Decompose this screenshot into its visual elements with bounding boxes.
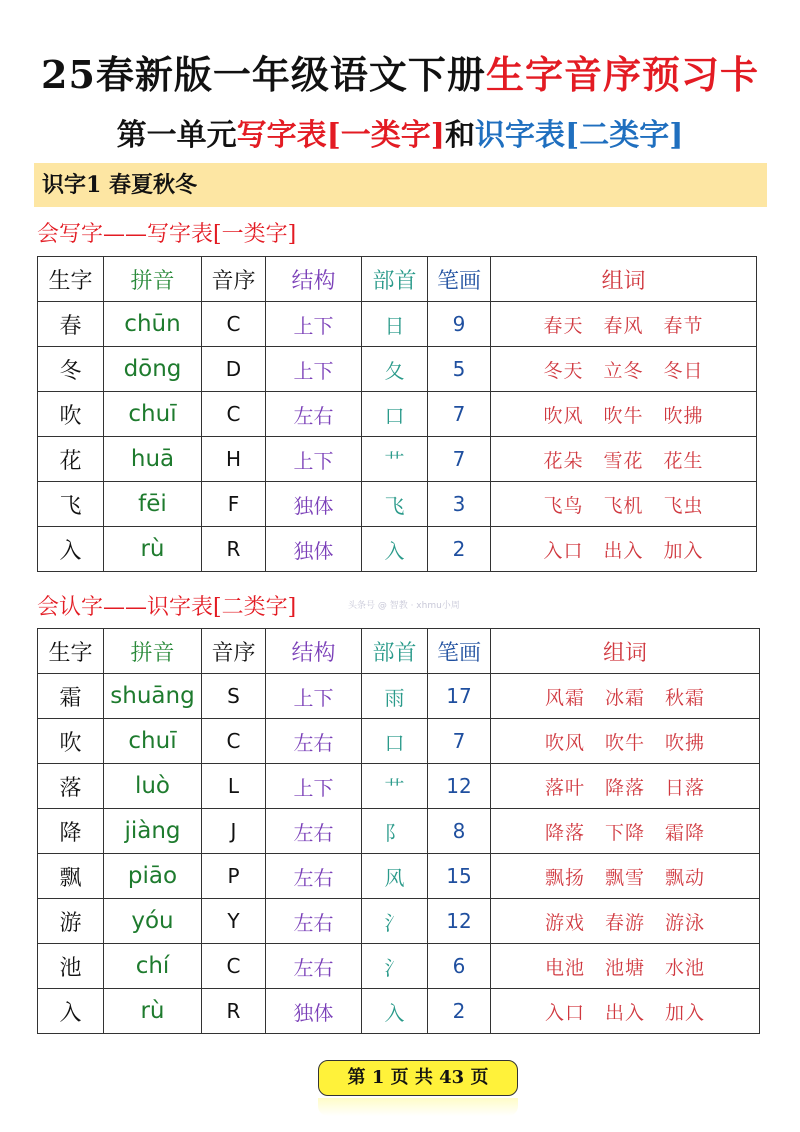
strokes-cell: 2 [428,527,491,572]
words-cell [491,764,760,809]
strokes-cell: 12 [428,899,491,944]
radical-cell: 口 [362,392,428,437]
order-cell: P [202,854,266,899]
word-item: 水池 [665,956,706,979]
order-cell: C [202,392,266,437]
word-item: 电池 [544,956,585,979]
order-cell: C [202,719,266,764]
words-cell [491,674,760,719]
radical-cell: 入 [362,527,428,572]
table-row [38,347,757,392]
order-cell: R [202,527,266,572]
word-item: 落叶 [544,776,585,799]
strokes-cell: 7 [428,437,491,482]
table-row [38,437,757,482]
strokes-cell: 8 [428,809,491,854]
char-cell: 池 [38,944,104,989]
word-item: 降落 [544,821,585,844]
char-cell: 入 [38,527,104,572]
word-item: 春风 [603,314,644,337]
structure-cell: 上下 [266,437,362,482]
subtitle-write-table: 写字表[一类字] [236,118,445,153]
structure-cell: 独体 [266,482,362,527]
column-header-char: 生字 [38,257,104,302]
column-header-strokes: 笔画 [428,257,491,302]
word-item: 春游 [604,911,645,934]
page-subtitle [0,110,800,154]
word-item: 飘动 [665,866,706,889]
words-cell [491,482,757,527]
column-header-structure: 结构 [266,257,362,302]
words-cell [491,302,757,347]
radical-cell: 艹 [362,764,428,809]
word-item: 立冬 [603,359,644,382]
word-item: 花生 [663,449,704,472]
words-cell [491,989,760,1034]
page-indicator: 第 1 页 共 43 页 [318,1060,518,1096]
word-item: 飞虫 [663,494,704,517]
char-cell: 春 [38,302,104,347]
word-item: 吹牛 [604,731,645,754]
recognize-characters-table [37,628,760,1034]
radical-cell: 雨 [362,674,428,719]
strokes-cell: 5 [428,347,491,392]
table-row [38,527,757,572]
table-row [38,854,760,899]
word-item: 飘扬 [544,866,585,889]
order-cell: F [202,482,266,527]
write-section-label: 会写字——写字表[一类字] [37,222,297,247]
column-header-words: 组词 [491,257,757,302]
word-item: 加入 [663,539,704,562]
radical-cell: 氵 [362,944,428,989]
column-header-char: 生字 [38,629,104,674]
structure-cell: 左右 [266,899,362,944]
words-cell [491,944,760,989]
table-row [38,302,757,347]
pinyin-cell: chuī [104,392,202,437]
table-row [38,809,760,854]
structure-cell: 上下 [266,674,362,719]
pinyin-cell: dōng [104,347,202,392]
words-cell [491,719,760,764]
word-item: 霜降 [665,821,706,844]
structure-cell: 上下 [266,302,362,347]
structure-cell: 左右 [266,809,362,854]
pinyin-cell: yóu [104,899,202,944]
column-header-radical: 部首 [362,629,428,674]
pinyin-cell: chuī [104,719,202,764]
word-item: 冬日 [663,359,704,382]
char-cell: 霜 [38,674,104,719]
radical-cell: 氵 [362,899,428,944]
strokes-cell: 7 [428,392,491,437]
recognize-section-label: 会认字——识字表[二类字] [37,595,297,620]
word-item: 游泳 [665,911,706,934]
pinyin-cell: piāo [104,854,202,899]
word-item: 雪花 [603,449,644,472]
radical-cell: 阝 [362,809,428,854]
word-item: 加入 [665,1001,706,1024]
order-cell: R [202,989,266,1034]
structure-cell: 上下 [266,764,362,809]
order-cell: L [202,764,266,809]
words-cell [491,347,757,392]
word-item: 吹风 [544,731,585,754]
table-header-row [38,257,757,302]
word-item: 游戏 [544,911,585,934]
words-cell [491,899,760,944]
column-header-words: 组词 [491,629,760,674]
column-header-order: 音序 [202,257,266,302]
table-header-row [38,629,760,674]
pinyin-cell: fēi [104,482,202,527]
radical-cell: 日 [362,302,428,347]
char-cell: 游 [38,899,104,944]
word-item: 风霜 [544,686,585,709]
structure-cell: 左右 [266,944,362,989]
word-item: 春天 [543,314,584,337]
word-item: 冰霜 [604,686,645,709]
char-cell: 飞 [38,482,104,527]
word-item: 花朵 [543,449,584,472]
word-item: 日落 [665,776,706,799]
char-cell: 花 [38,437,104,482]
order-cell: Y [202,899,266,944]
title-highlight: 生字音序预习卡 [485,52,759,97]
words-cell [491,392,757,437]
char-cell: 降 [38,809,104,854]
strokes-cell: 3 [428,482,491,527]
strokes-cell: 6 [428,944,491,989]
radical-cell: 飞 [362,482,428,527]
word-item: 入口 [544,1001,585,1024]
order-cell: D [202,347,266,392]
subtitle-and: 和 [445,118,475,153]
column-header-structure: 结构 [266,629,362,674]
word-item: 春节 [663,314,704,337]
table-row [38,989,760,1034]
subtitle-recognize-table: 识字表[二类字] [475,118,684,153]
word-item: 吹风 [543,404,584,427]
table-row [38,392,757,437]
order-cell: J [202,809,266,854]
words-cell [491,437,757,482]
word-item: 出入 [604,1001,645,1024]
strokes-cell: 7 [428,719,491,764]
char-cell: 入 [38,989,104,1034]
structure-cell: 左右 [266,854,362,899]
lesson-title-bar: 识字1 春夏秋冬 [34,163,767,207]
char-cell: 冬 [38,347,104,392]
column-header-radical: 部首 [362,257,428,302]
structure-cell: 独体 [266,989,362,1034]
strokes-cell: 12 [428,764,491,809]
strokes-cell: 17 [428,674,491,719]
word-item: 入口 [543,539,584,562]
word-item: 池塘 [604,956,645,979]
pinyin-cell: rù [104,989,202,1034]
word-item: 降落 [604,776,645,799]
structure-cell: 独体 [266,527,362,572]
strokes-cell: 2 [428,989,491,1034]
word-item: 吹牛 [603,404,644,427]
column-header-order: 音序 [202,629,266,674]
subtitle-unit: 第一单元 [116,118,237,153]
page-indicator-reflection [318,1098,518,1116]
char-cell: 落 [38,764,104,809]
column-header-pinyin: 拼音 [104,629,202,674]
column-header-pinyin: 拼音 [104,257,202,302]
words-cell [491,527,757,572]
word-item: 吹拂 [663,404,704,427]
words-cell [491,809,760,854]
table-row [38,719,760,764]
order-cell: S [202,674,266,719]
table-row [38,899,760,944]
structure-cell: 左右 [266,719,362,764]
table-row [38,764,760,809]
radical-cell: 风 [362,854,428,899]
pinyin-cell: shuāng [104,674,202,719]
pinyin-cell: jiàng [104,809,202,854]
word-item: 出入 [603,539,644,562]
char-cell: 吹 [38,392,104,437]
structure-cell: 上下 [266,347,362,392]
word-item: 秋霜 [665,686,706,709]
table-row [38,482,757,527]
strokes-cell: 9 [428,302,491,347]
structure-cell: 左右 [266,392,362,437]
table-row [38,674,760,719]
pinyin-cell: luò [104,764,202,809]
radical-cell: 入 [362,989,428,1034]
watermark: 头条号 @ 智教 · xhmu小周 [348,601,460,611]
pinyin-cell: chí [104,944,202,989]
word-item: 冬天 [543,359,584,382]
table-row [38,944,760,989]
words-cell [491,854,760,899]
column-header-strokes: 笔画 [428,629,491,674]
page-title [0,44,800,99]
radical-cell: 夂 [362,347,428,392]
word-item: 吹拂 [665,731,706,754]
word-item: 飞鸟 [543,494,584,517]
radical-cell: 口 [362,719,428,764]
pinyin-cell: huā [104,437,202,482]
char-cell: 飘 [38,854,104,899]
char-cell: 吹 [38,719,104,764]
radical-cell: 艹 [362,437,428,482]
order-cell: C [202,302,266,347]
pinyin-cell: chūn [104,302,202,347]
order-cell: H [202,437,266,482]
word-item: 下降 [604,821,645,844]
write-characters-table [37,256,757,572]
pinyin-cell: rù [104,527,202,572]
title-main: 25春新版一年级语文下册 [41,52,486,97]
order-cell: C [202,944,266,989]
strokes-cell: 15 [428,854,491,899]
word-item: 飞机 [603,494,644,517]
word-item: 飘雪 [604,866,645,889]
